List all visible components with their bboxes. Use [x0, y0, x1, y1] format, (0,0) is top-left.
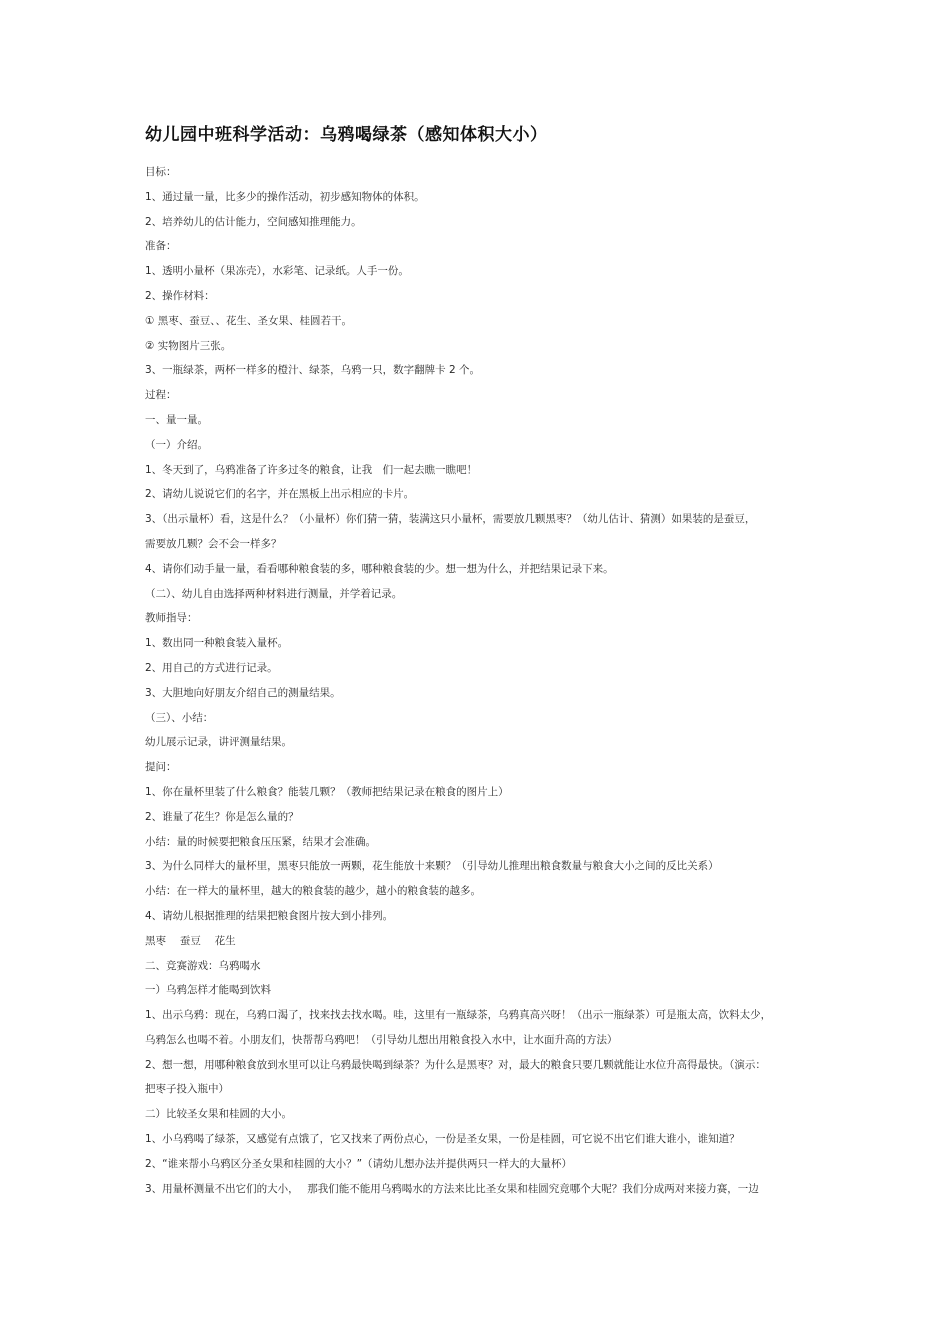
- text-line: 2、操作材料：: [145, 289, 215, 302]
- text-line: 2、想一想，用哪种粮食放到水里可以让乌鸦最快喝到绿茶？为什么是黑枣？对，最大的粮食只要几颗就能让水位升高得最快。（演示：: [145, 1058, 766, 1071]
- text-line: 目标：: [145, 166, 177, 178]
- text-line: 1、数出同一种粮食装入量杯。: [145, 637, 289, 650]
- text-line: 准备：: [145, 240, 177, 253]
- text-line: （二）、幼儿自由选择两种材料进行测量，并学着记录。: [145, 587, 403, 600]
- text-line: 1、冬天到了，乌鸦准备了许多过冬的粮食，让我 们一起去瞧一瞧吧！: [145, 463, 478, 476]
- text-line: 1、通过量一量，比多少的操作活动，初步感知物体的体积。: [145, 190, 425, 203]
- text-line: 需要放几颗？会不会一样多？: [145, 537, 282, 550]
- text-line: 1、你在量杯里装了什么粮食？能装几颗？（教师把结果记录在粮食的图片上）: [145, 785, 509, 798]
- text-line: 1、出示乌鸦：现在，乌鸦口渴了，找来找去找水喝。哇，这里有一瓶绿茶，乌鸦真高兴呀！（出示一瓶绿茶）可是瓶太高，饮料太少，: [145, 1009, 772, 1022]
- text-line: 1、透明小量杯（果冻壳），水彩笔、记录纸。人手一份。: [145, 265, 409, 278]
- text-line: 过程：: [145, 389, 177, 402]
- text-line: 一）乌鸦怎样才能喝到饮料: [145, 984, 271, 997]
- text-line: 3、用量杯测量不出它们的大小， 那我们能不能用乌鸦喝水的方法来比比圣女果和桂圆究竟哪个大呢？我们分成两对来接力赛，一边: [145, 1182, 759, 1195]
- text-line: 3、一瓶绿茶，两杯一样多的橙汁、绿茶，乌鸦一只，数字翻牌卡 2 个。: [145, 364, 481, 377]
- text-line: 1、小乌鸦喝了绿茶，又感觉有点饿了，它又找来了两份点心，一份是圣女果，一份是桂圆，可它说不出它们谁大谁小，谁知道？: [145, 1133, 740, 1146]
- text-line: ② 实物图片三张。: [145, 339, 232, 352]
- document-title: 幼儿园中班科学活动：乌鸦喝绿茶（感知体积大小）: [145, 125, 548, 145]
- text-line: 4、请你们动手量一量，看看哪种粮食装的多，哪种粮食装的少。想一想为什么，并把结果记录下来。: [145, 562, 614, 575]
- document-body: [145, 160, 825, 1201]
- text-line: 二）比较圣女果和桂圆的大小。: [145, 1108, 292, 1121]
- text-line: 2、“谁来帮小乌鸦区分圣女果和桂圆的大小？”（请幼儿想办法并提供两只一样大的大量杯）: [145, 1157, 573, 1170]
- text-line: 4、请幼儿根据推理的结果把粮食图片按大到小排列。: [145, 909, 394, 922]
- text-line: 小结：量的时候要把粮食压压紧，结果才会准确。: [145, 835, 376, 848]
- text-line: 乌鸦怎么也喝不着。小朋友们，快帮帮乌鸦吧！（引导幼儿想出用粮食投入水中，让水面升高的方法）: [145, 1033, 618, 1046]
- text-line: 一、量一量。: [145, 413, 208, 426]
- text-line: 教师指导：: [145, 612, 198, 625]
- text-line: 提问：: [145, 761, 177, 774]
- text-line: ① 黑枣、蚕豆、、花生、圣女果、桂圆若干。: [145, 314, 352, 327]
- text-line: 3、为什么同样大的量杯里，黑枣只能放一两颗，花生能放十来颗？（引导幼儿推理出粮食数量与粮食大小之间的反比关系）: [145, 860, 719, 873]
- text-line: 二、竞赛游戏：乌鸦喝水: [145, 959, 261, 972]
- text-line: 3、（出示量杯）看，这是什么？（小量杯）你们猜一猜，装满这只小量杯，需要放几颗黑枣？（幼儿估计、猜测）如果装的是蚕豆，: [145, 513, 756, 526]
- text-line: 2、用自己的方式进行记录。: [145, 661, 278, 674]
- text-line: 2、请幼儿说说它们的名字，并在黑板上出示相应的卡片。: [145, 488, 415, 501]
- text-line: （一）介绍。: [145, 438, 208, 451]
- text-line: （三）、小结：: [145, 711, 214, 724]
- text-line: 幼儿展示记录，讲评测量结果。: [145, 736, 292, 749]
- text-line: 小结：在一样大的量杯里，越大的粮食装的越少，越小的粮食装的越多。: [145, 885, 481, 898]
- text-line: 2、谁量了花生？你是怎么量的？: [145, 810, 299, 823]
- text-line: 把枣子投入瓶中）: [145, 1083, 229, 1096]
- text-line: 3、大胆地向好朋友介绍自己的测量结果。: [145, 686, 341, 699]
- text-line: 2、培养幼儿的估计能力，空间感知推理能力。: [145, 215, 362, 228]
- text-line: 黑枣 蚕豆 花生: [145, 934, 236, 947]
